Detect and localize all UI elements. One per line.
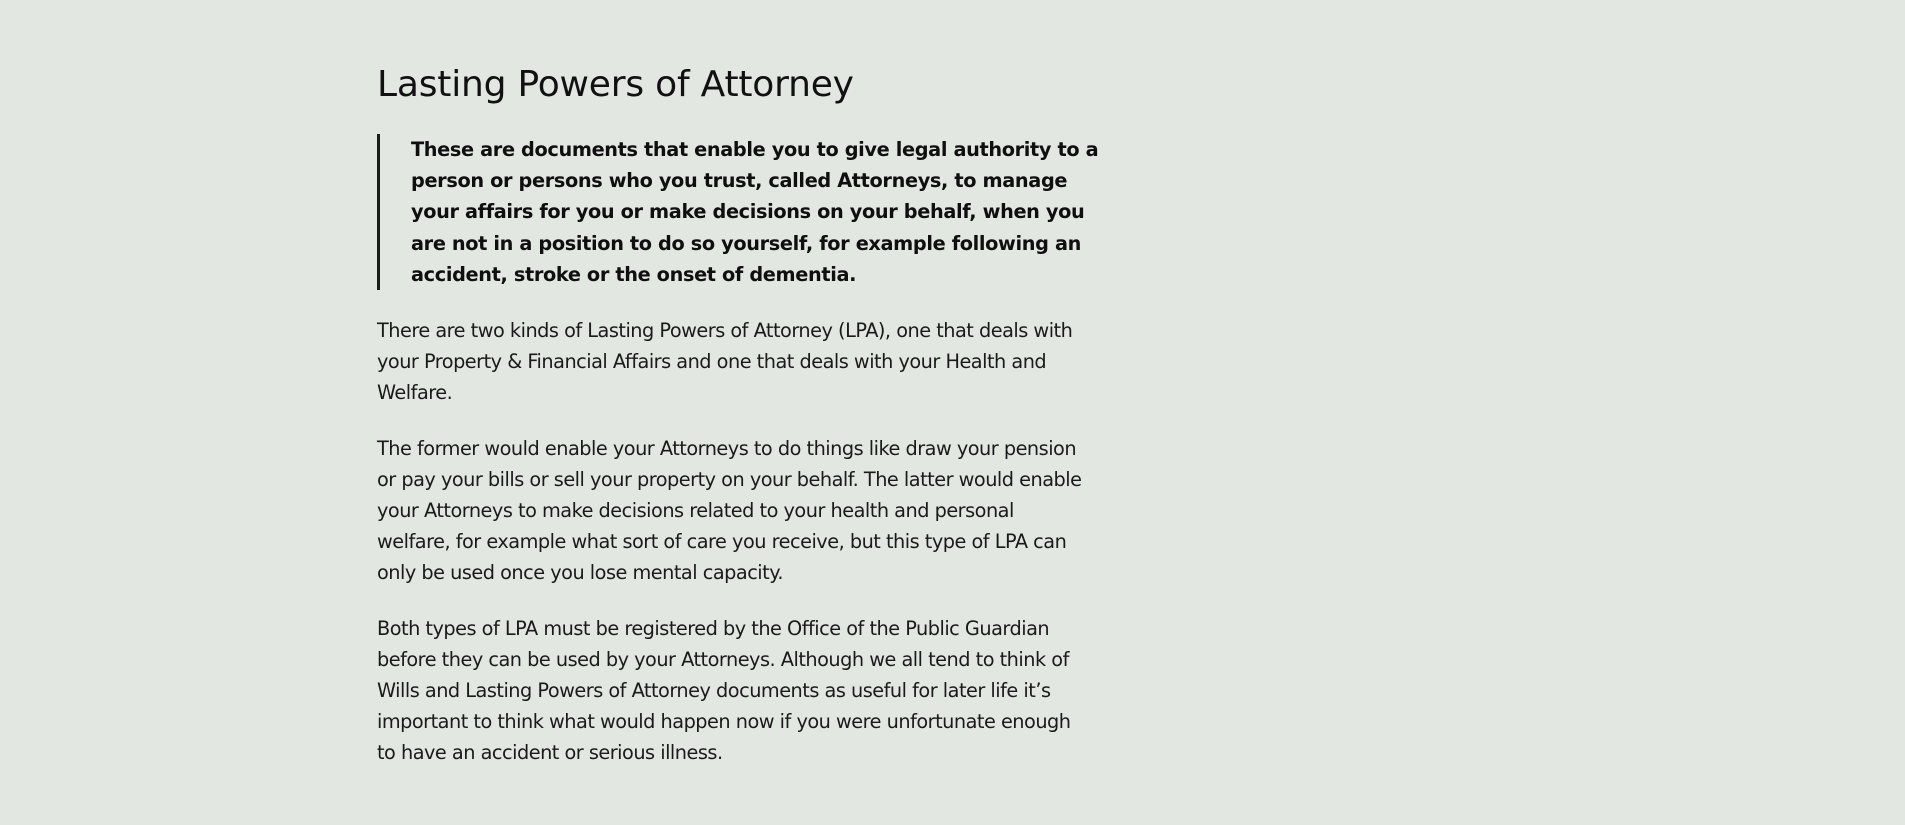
paragraph-attorney-powers: The former would enable your Attorneys to do things like draw your pension or pay your bills or sell your property on your behalf. The latter would enable your Attorneys to make decisions related to your health and personal welfare, for example what sort of care you receive, but this type of LPA can only be used once you lose mental capacity. — [377, 436, 1082, 585]
paragraph-registration: Both types of LPA must be registered by the Office of the Public Guardian before they can be used by your Attorneys. Although we all tend to think of Wills and Lasting Powers of Attorney documents as useful for later life it’s important to think what would happen now if you were unfortunate enough to have an accident or serious illness. — [377, 616, 1071, 765]
article — [377, 56, 1117, 769]
intro-blockquote — [377, 134, 1107, 290]
intro-text: These are documents that enable you to give legal authority to a person or persons who you trust, called Attorneys, to manage your affairs for you or make decisions on your behalf, when you are not in a position to do so yourself, for example following an accident, stroke or the onset of dementia. — [411, 138, 1099, 286]
paragraph-lpa-kinds: There are two kinds of Lasting Powers of Attorney (LPA), one that deals with your Property & Financial Affairs and one that deals with your Health and Welfare. — [377, 319, 1073, 405]
page-title: Lasting Powers of Attorney — [377, 64, 854, 105]
